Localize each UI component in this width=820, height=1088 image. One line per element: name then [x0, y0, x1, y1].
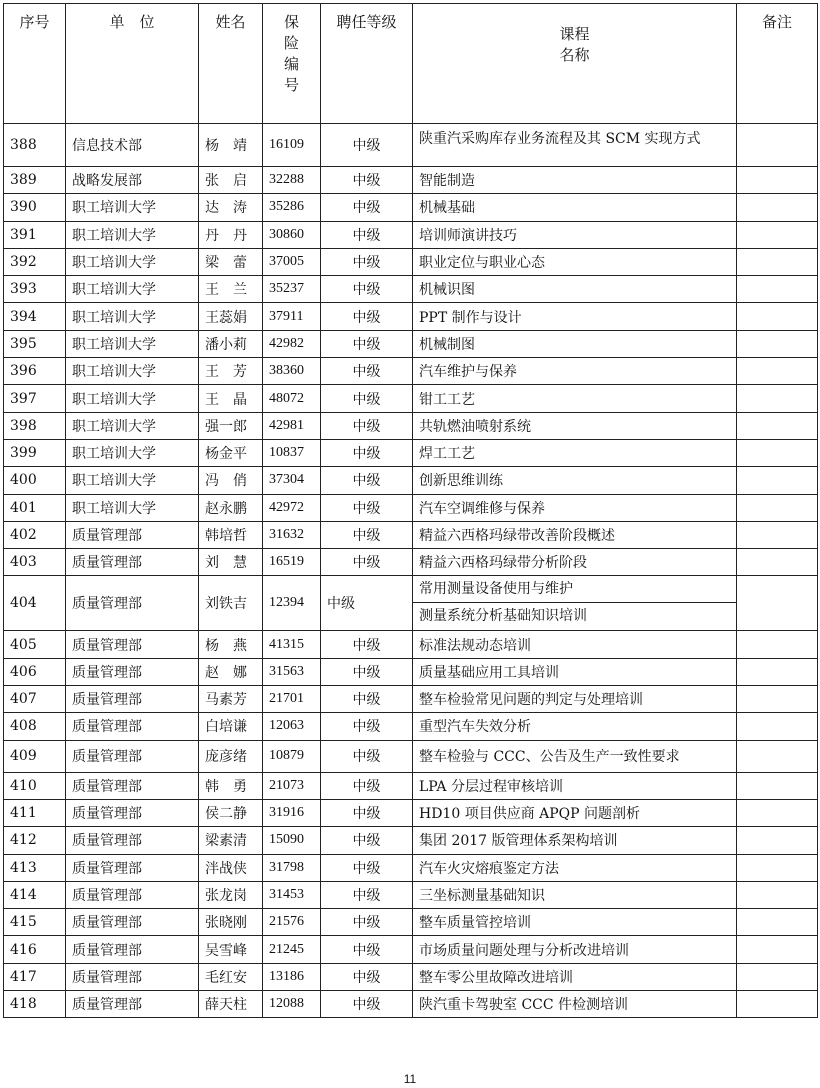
cell-grade: 中级: [321, 827, 413, 854]
cell-grade: 中级: [321, 194, 413, 221]
header-unit: 单 位: [66, 4, 199, 124]
table-row: [4, 549, 818, 576]
cell-insurance-no: 37911: [263, 303, 321, 330]
cell-seq: 413: [4, 854, 66, 881]
cell-name: 王蕊娟: [199, 303, 263, 330]
cell-grade: 中级: [321, 467, 413, 494]
cell-remark: [737, 576, 818, 631]
header-seq: 序号: [4, 4, 66, 124]
cell-insurance-no: 31798: [263, 854, 321, 881]
cell-remark: [737, 358, 818, 385]
cell-remark: [737, 963, 818, 990]
cell-unit: 职工培训大学: [66, 385, 199, 412]
cell-unit: 质量管理部: [66, 881, 199, 908]
cell-name: 丹 丹: [199, 221, 263, 248]
cell-remark: [737, 276, 818, 303]
table-row: [4, 194, 818, 221]
cell-course: 整车零公里故障改进培训: [413, 963, 737, 990]
cell-seq: 418: [4, 991, 66, 1018]
cell-name: 冯 俏: [199, 467, 263, 494]
cell-unit: 质量管理部: [66, 521, 199, 548]
table-row: [4, 740, 818, 772]
cell-course: 机械制图: [413, 330, 737, 357]
cell-grade: 中级: [321, 439, 413, 466]
cell-grade: 中级: [321, 167, 413, 194]
cell-seq: 395: [4, 330, 66, 357]
cell-name: 张龙岗: [199, 881, 263, 908]
table-row: [4, 494, 818, 521]
cell-grade: 中级: [321, 576, 413, 631]
table-row: [4, 276, 818, 303]
table-row: [4, 576, 818, 631]
cell-insurance-no: 30860: [263, 221, 321, 248]
cell-unit: 信息技术部: [66, 124, 199, 167]
cell-course: 集团 2017 版管理体系架构培训: [413, 827, 737, 854]
cell-name: 赵 娜: [199, 658, 263, 685]
cell-grade: 中级: [321, 740, 413, 772]
cell-unit: 质量管理部: [66, 772, 199, 799]
cell-seq: 416: [4, 936, 66, 963]
cell-remark: [737, 881, 818, 908]
cell-seq: 391: [4, 221, 66, 248]
cell-insurance-no: 16519: [263, 549, 321, 576]
cell-grade: 中级: [321, 881, 413, 908]
cell-course: 陕汽重卡驾驶室 CCC 件检测培训: [413, 991, 737, 1018]
table-row: [4, 772, 818, 799]
cell-remark: [737, 385, 818, 412]
cell-seq: 394: [4, 303, 66, 330]
cell-insurance-no: 31632: [263, 521, 321, 548]
cell-remark: [737, 167, 818, 194]
cell-name: 梁 蕾: [199, 248, 263, 275]
cell-remark: [737, 740, 818, 772]
cell-unit: 质量管理部: [66, 909, 199, 936]
header-row: [4, 4, 818, 124]
cell-remark: [737, 658, 818, 685]
cell-course: HD10 项目供应商 APQP 问题剖析: [413, 799, 737, 826]
cell-remark: [737, 936, 818, 963]
cell-course: 陕重汽采购库存业务流程及其 SCM 实现方式: [413, 124, 737, 167]
cell-unit: 职工培训大学: [66, 494, 199, 521]
table-row: [4, 854, 818, 881]
cell-course: [413, 576, 737, 631]
header-course: 课程 名称: [413, 4, 737, 124]
cell-remark: [737, 713, 818, 740]
cell-seq: 412: [4, 827, 66, 854]
cell-grade: 中级: [321, 521, 413, 548]
cell-remark: [737, 303, 818, 330]
cell-seq: 417: [4, 963, 66, 990]
cell-name: 庞彦绪: [199, 740, 263, 772]
table-row: [4, 963, 818, 990]
course-line: 常用测量设备使用与维护: [413, 576, 736, 603]
cell-grade: 中级: [321, 248, 413, 275]
cell-unit: 职工培训大学: [66, 412, 199, 439]
header-remark: 备注: [737, 4, 818, 124]
cell-name: 张晓刚: [199, 909, 263, 936]
cell-remark: [737, 124, 818, 167]
cell-course: 整车质量管控培训: [413, 909, 737, 936]
cell-remark: [737, 330, 818, 357]
cell-grade: 中级: [321, 124, 413, 167]
cell-seq: 400: [4, 467, 66, 494]
cell-unit: 质量管理部: [66, 963, 199, 990]
table-row: [4, 303, 818, 330]
cell-course: 质量基础应用工具培训: [413, 658, 737, 685]
cell-unit: 质量管理部: [66, 799, 199, 826]
cell-course: 标准法规动态培训: [413, 631, 737, 658]
table-row: [4, 799, 818, 826]
cell-course: 机械识图: [413, 276, 737, 303]
cell-insurance-no: 16109: [263, 124, 321, 167]
table-row: [4, 221, 818, 248]
cell-course: 汽车维护与保养: [413, 358, 737, 385]
cell-grade: 中级: [321, 686, 413, 713]
cell-course: 钳工工艺: [413, 385, 737, 412]
table-row: [4, 521, 818, 548]
cell-name: 韩 勇: [199, 772, 263, 799]
cell-unit: 职工培训大学: [66, 303, 199, 330]
cell-name: 潘小莉: [199, 330, 263, 357]
header-name: 姓名: [199, 4, 263, 124]
table-row: [4, 936, 818, 963]
cell-course: 整车检验常见问题的判定与处理培训: [413, 686, 737, 713]
cell-unit: 职工培训大学: [66, 467, 199, 494]
cell-remark: [737, 494, 818, 521]
cell-seq: 414: [4, 881, 66, 908]
cell-remark: [737, 412, 818, 439]
cell-unit: 质量管理部: [66, 549, 199, 576]
cell-unit: 质量管理部: [66, 658, 199, 685]
cell-seq: 399: [4, 439, 66, 466]
table-row: [4, 909, 818, 936]
cell-course: 整车检验与 CCC、公告及生产一致性要求: [413, 740, 737, 772]
table-row: [4, 330, 818, 357]
cell-name: 王 芳: [199, 358, 263, 385]
cell-insurance-no: 31916: [263, 799, 321, 826]
cell-grade: 中级: [321, 772, 413, 799]
cell-remark: [737, 991, 818, 1018]
cell-insurance-no: 42982: [263, 330, 321, 357]
header-insurance-no: 保 险 编 号: [263, 4, 321, 124]
cell-unit: 质量管理部: [66, 686, 199, 713]
cell-grade: 中级: [321, 276, 413, 303]
cell-insurance-no: 48072: [263, 385, 321, 412]
cell-remark: [737, 221, 818, 248]
cell-grade: 中级: [321, 330, 413, 357]
cell-seq: 408: [4, 713, 66, 740]
cell-seq: 410: [4, 772, 66, 799]
cell-name: 韩培哲: [199, 521, 263, 548]
cell-course: 汽车火灾熔痕鉴定方法: [413, 854, 737, 881]
cell-seq: 406: [4, 658, 66, 685]
cell-unit: 质量管理部: [66, 631, 199, 658]
cell-unit: 职工培训大学: [66, 439, 199, 466]
cell-grade: 中级: [321, 854, 413, 881]
cell-course: 共轨燃油喷射系统: [413, 412, 737, 439]
table-row: [4, 385, 818, 412]
cell-insurance-no: 12063: [263, 713, 321, 740]
cell-unit: 职工培训大学: [66, 358, 199, 385]
cell-course: 重型汽车失效分析: [413, 713, 737, 740]
table-row: [4, 412, 818, 439]
table-row: [4, 631, 818, 658]
cell-remark: [737, 854, 818, 881]
cell-unit: 质量管理部: [66, 576, 199, 631]
cell-insurance-no: 35237: [263, 276, 321, 303]
cell-unit: 质量管理部: [66, 991, 199, 1018]
cell-name: 达 涛: [199, 194, 263, 221]
table-row: [4, 686, 818, 713]
cell-insurance-no: 21073: [263, 772, 321, 799]
cell-course: 智能制造: [413, 167, 737, 194]
cell-seq: 401: [4, 494, 66, 521]
cell-seq: 393: [4, 276, 66, 303]
cell-seq: 389: [4, 167, 66, 194]
cell-name: 张 启: [199, 167, 263, 194]
table-row: [4, 167, 818, 194]
table-row: [4, 439, 818, 466]
cell-course: 职业定位与职业心态: [413, 248, 737, 275]
table-row: [4, 881, 818, 908]
cell-insurance-no: 41315: [263, 631, 321, 658]
cell-seq: 409: [4, 740, 66, 772]
cell-unit: 职工培训大学: [66, 221, 199, 248]
cell-insurance-no: 10879: [263, 740, 321, 772]
cell-insurance-no: 31453: [263, 881, 321, 908]
cell-seq: 407: [4, 686, 66, 713]
cell-course: 三坐标测量基础知识: [413, 881, 737, 908]
cell-grade: 中级: [321, 658, 413, 685]
cell-seq: 411: [4, 799, 66, 826]
course-line: 测量系统分析基础知识培训: [419, 608, 587, 625]
table-row: [4, 991, 818, 1018]
cell-grade: 中级: [321, 799, 413, 826]
cell-unit: 质量管理部: [66, 936, 199, 963]
cell-grade: 中级: [321, 909, 413, 936]
cell-name: 王 晶: [199, 385, 263, 412]
cell-seq: 404: [4, 576, 66, 631]
cell-insurance-no: 10837: [263, 439, 321, 466]
cell-seq: 405: [4, 631, 66, 658]
cell-course: 机械基础: [413, 194, 737, 221]
cell-course: 创新思维训练: [413, 467, 737, 494]
cell-insurance-no: 37304: [263, 467, 321, 494]
cell-name: 杨金平: [199, 439, 263, 466]
table-row: [4, 827, 818, 854]
cell-grade: 中级: [321, 358, 413, 385]
cell-remark: [737, 909, 818, 936]
cell-insurance-no: 21576: [263, 909, 321, 936]
cell-insurance-no: 42972: [263, 494, 321, 521]
cell-remark: [737, 827, 818, 854]
cell-unit: 质量管理部: [66, 713, 199, 740]
cell-name: 强一郎: [199, 412, 263, 439]
cell-remark: [737, 248, 818, 275]
cell-insurance-no: 21245: [263, 936, 321, 963]
cell-insurance-no: 13186: [263, 963, 321, 990]
cell-grade: 中级: [321, 303, 413, 330]
cell-grade: 中级: [321, 549, 413, 576]
cell-remark: [737, 467, 818, 494]
cell-course: 汽车空调维修与保养: [413, 494, 737, 521]
cell-remark: [737, 631, 818, 658]
cell-insurance-no: 15090: [263, 827, 321, 854]
cell-unit: 职工培训大学: [66, 194, 199, 221]
cell-remark: [737, 799, 818, 826]
cell-name: 吴雪峰: [199, 936, 263, 963]
cell-insurance-no: 12088: [263, 991, 321, 1018]
cell-seq: 396: [4, 358, 66, 385]
table-row: [4, 358, 818, 385]
cell-course: 精益六西格玛绿带改善阶段概述: [413, 521, 737, 548]
cell-seq: 397: [4, 385, 66, 412]
cell-seq: 398: [4, 412, 66, 439]
cell-remark: [737, 772, 818, 799]
cell-insurance-no: 31563: [263, 658, 321, 685]
cell-unit: 职工培训大学: [66, 330, 199, 357]
cell-unit: 职工培训大学: [66, 248, 199, 275]
cell-name: 杨 靖: [199, 124, 263, 167]
cell-name: 王 兰: [199, 276, 263, 303]
cell-insurance-no: 32288: [263, 167, 321, 194]
cell-insurance-no: 21701: [263, 686, 321, 713]
cell-name: 刘铁吉: [199, 576, 263, 631]
cell-grade: 中级: [321, 385, 413, 412]
cell-course: 精益六西格玛绿带分析阶段: [413, 549, 737, 576]
cell-unit: 职工培训大学: [66, 276, 199, 303]
cell-remark: [737, 194, 818, 221]
table-row: [4, 467, 818, 494]
cell-name: 杨 燕: [199, 631, 263, 658]
cell-insurance-no: 38360: [263, 358, 321, 385]
cell-grade: 中级: [321, 991, 413, 1018]
cell-name: 梁素清: [199, 827, 263, 854]
cell-seq: 388: [4, 124, 66, 167]
cell-name: 毛红安: [199, 963, 263, 990]
cell-insurance-no: 37005: [263, 248, 321, 275]
table-row: [4, 124, 818, 167]
cell-course: 焊工工艺: [413, 439, 737, 466]
cell-seq: 402: [4, 521, 66, 548]
cell-insurance-no: 12394: [263, 576, 321, 631]
cell-name: 薛天柱: [199, 991, 263, 1018]
cell-name: 赵永鹏: [199, 494, 263, 521]
table-row: [4, 713, 818, 740]
cell-grade: 中级: [321, 963, 413, 990]
cell-remark: [737, 686, 818, 713]
cell-grade: 中级: [321, 221, 413, 248]
cell-insurance-no: 35286: [263, 194, 321, 221]
cell-seq: 392: [4, 248, 66, 275]
cell-insurance-no: 42981: [263, 412, 321, 439]
cell-name: 刘 慧: [199, 549, 263, 576]
cell-grade: 中级: [321, 713, 413, 740]
cell-remark: [737, 521, 818, 548]
cell-name: 侯二静: [199, 799, 263, 826]
cell-course: 培训师演讲技巧: [413, 221, 737, 248]
cell-course: PPT 制作与设计: [413, 303, 737, 330]
cell-course: LPA 分层过程审核培训: [413, 772, 737, 799]
cell-remark: [737, 439, 818, 466]
cell-grade: 中级: [321, 412, 413, 439]
cell-unit: 战略发展部: [66, 167, 199, 194]
cell-name: 白培谦: [199, 713, 263, 740]
cell-name: 马素芳: [199, 686, 263, 713]
cell-unit: 质量管理部: [66, 740, 199, 772]
table-row: [4, 248, 818, 275]
cell-grade: 中级: [321, 494, 413, 521]
roster-table: [3, 3, 818, 1018]
cell-unit: 质量管理部: [66, 827, 199, 854]
cell-name: 泮战侠: [199, 854, 263, 881]
cell-seq: 415: [4, 909, 66, 936]
cell-seq: 403: [4, 549, 66, 576]
cell-grade: 中级: [321, 631, 413, 658]
table-row: [4, 658, 818, 685]
cell-grade: 中级: [321, 936, 413, 963]
header-grade: 聘任等级: [321, 4, 413, 124]
cell-course: 市场质量问题处理与分析改进培训: [413, 936, 737, 963]
cell-seq: 390: [4, 194, 66, 221]
cell-unit: 质量管理部: [66, 854, 199, 881]
page-number: 11: [403, 1072, 417, 1086]
cell-remark: [737, 549, 818, 576]
